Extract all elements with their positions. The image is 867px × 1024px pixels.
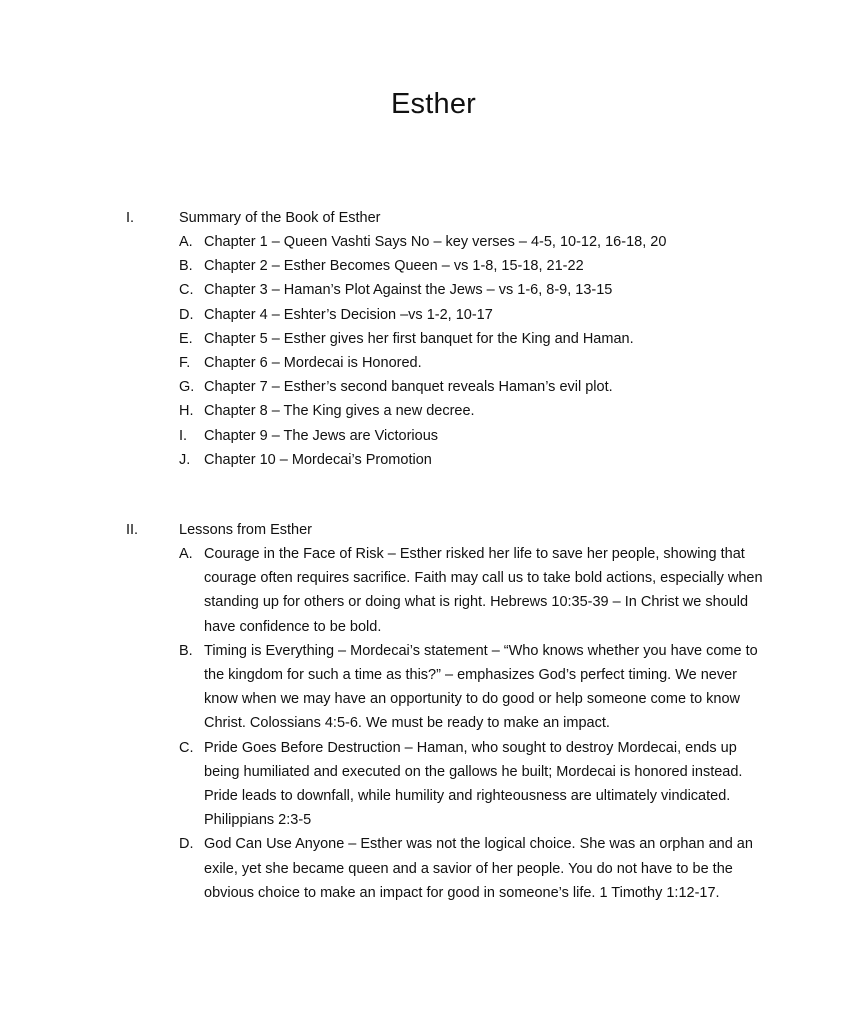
item-letter: A. — [179, 234, 193, 250]
item-letter: G. — [179, 379, 195, 396]
chapter-list — [0, 230, 867, 472]
list-item — [0, 278, 867, 302]
lesson-list — [0, 542, 867, 905]
section-heading: Lessons from Esther — [179, 522, 312, 538]
item-letter: H. — [179, 403, 194, 420]
item-letter: F. — [179, 355, 191, 372]
item-text: Chapter 10 – Mordecai’s Promotion — [204, 451, 432, 468]
item-letter: I. — [179, 427, 188, 444]
item-text: Chapter 6 – Mordecai is Honored. — [204, 355, 422, 372]
section-summary — [0, 206, 867, 472]
section-numeral: I. — [126, 210, 135, 226]
document-title: Esther — [390, 88, 476, 120]
section-heading: Summary of the Book of Esther — [179, 210, 381, 226]
item-letter: C. — [179, 282, 194, 299]
list-item — [0, 639, 867, 736]
item-text: God Can Use Anyone – Esther was not the logical choice. She was an orphan and an exile, yet she became queen and a savior of her people. You do not have to be the obvious choice to make an impact for good in someone’s life. 1 Timothy 1:12-17. — [204, 836, 753, 901]
item-text: Chapter 7 – Esther’s second banquet reveals Haman’s evil plot. — [204, 379, 613, 396]
item-letter: B. — [179, 258, 193, 275]
list-item — [0, 254, 867, 278]
item-text: Chapter 3 – Haman’s Plot Against the Jews – vs 1-6, 8-9, 13-15 — [204, 282, 613, 299]
section-header — [0, 206, 867, 230]
list-item — [0, 448, 867, 472]
item-text: Timing is Everything – Mordecai’s statement – “Who knows whether you have come to the kingdom for such a time as this?” – emphasizes God’s perfect timing. We never know when we may have an opportunity to do good or help someone come to know Christ. Colossians 4:5-6. We must be ready to make an impact. — [204, 642, 758, 732]
item-text: Chapter 5 – Esther gives her first banquet for the King and Haman. — [204, 330, 634, 347]
section-header — [0, 518, 867, 542]
item-text: Chapter 1 – Queen Vashti Says No – key verses – 4-5, 10-12, 16-18, 20 — [204, 234, 667, 250]
item-letter: E. — [179, 330, 193, 347]
list-item — [0, 327, 867, 351]
list-item — [0, 399, 867, 423]
list-item — [0, 424, 867, 448]
list-item — [0, 351, 867, 375]
section-lessons — [0, 518, 867, 905]
item-letter: B. — [179, 642, 193, 659]
item-letter: D. — [179, 306, 194, 323]
list-item — [0, 832, 867, 905]
item-letter: C. — [179, 739, 194, 756]
item-text: Chapter 9 – The Jews are Victorious — [204, 427, 439, 444]
item-letter: J. — [179, 451, 191, 468]
list-item — [0, 303, 867, 327]
item-text: Chapter 4 – Eshter’s Decision –vs 1-2, 10-17 — [204, 306, 493, 323]
list-item — [0, 230, 867, 254]
item-letter: D. — [179, 836, 194, 853]
section-numeral: II. — [126, 522, 139, 538]
list-item — [0, 375, 867, 399]
item-text: Chapter 8 – The King gives a new decree. — [204, 403, 475, 420]
item-text: Chapter 2 – Esther Becomes Queen – vs 1-8, 15-18, 21-22 — [204, 258, 584, 275]
list-item — [0, 736, 867, 833]
item-text: Courage in the Face of Risk – Esther risked her life to save her people, showing that courage often requires sacrifice. Faith may call us to take bold actions, especially when standing up for others or doing what is right. Hebrews 10:35-39 – In Christ we should have confidence to be bold. — [204, 546, 763, 635]
list-item — [0, 542, 867, 639]
item-letter: A. — [179, 546, 193, 562]
item-text: Pride Goes Before Destruction – Haman, who sought to destroy Mordecai, ends up being humiliated and executed on the gallows he built; Mordecai is honored instead. Pride leads to downfall, while humility and righteousness are ultimately vindicated. Philippians 2:3-5 — [204, 739, 743, 829]
